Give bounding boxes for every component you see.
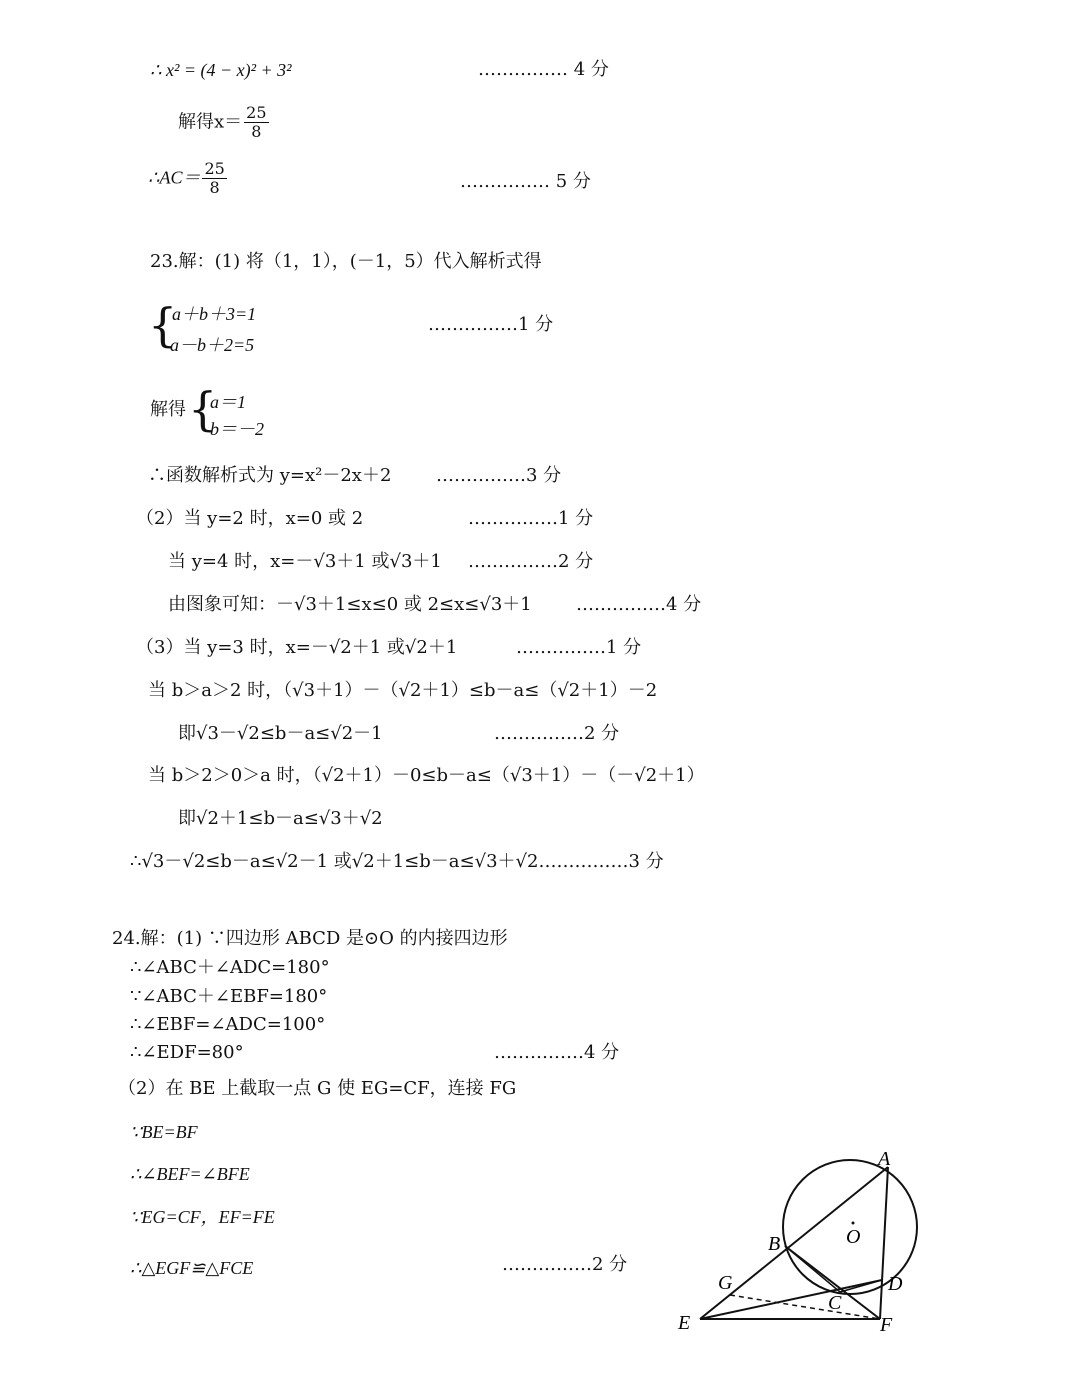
part3-conclusion: ∴√3－√2≤b－a≤√2－1 或√2＋1≤b－a≤√3＋√2……………3 分 xyxy=(130,851,664,872)
segment-cd xyxy=(840,1280,882,1292)
fraction-25-8 xyxy=(244,104,268,141)
segment-af xyxy=(880,1167,888,1319)
q23-heading: 23.解：(1) 将（1，1），(－1，5）代入解析式得 xyxy=(150,251,542,272)
label-b: B xyxy=(768,1233,781,1255)
q24-line4: ∴∠EDF=80° xyxy=(130,1042,244,1063)
eq-pythagoras: ∴ x² = (4 − x)² + 3² xyxy=(150,60,292,80)
left-brace: { xyxy=(188,382,218,436)
score-2: ……………2 分 xyxy=(468,551,594,572)
q24-part2-line2: ∴∠BEF=∠BFE xyxy=(130,1164,250,1184)
label-o: O xyxy=(846,1226,861,1248)
q24-part2-line3: ∵EG=CF，EF=FE xyxy=(130,1207,275,1227)
solution-a: a＝1 xyxy=(210,392,246,412)
score-5: …………… 5 分 xyxy=(460,171,591,192)
part3-line3: 即√3－√2≤b－a≤√2－1 xyxy=(178,723,383,744)
fraction-25-8-ac xyxy=(202,160,226,197)
q24-line3: ∴∠EBF=∠ADC=100° xyxy=(130,1014,326,1035)
part3-line4: 当 b＞2＞0＞a 时，（√2＋1）－0≤b－a≤（√3＋1）－（－√2＋1） xyxy=(148,765,705,786)
system-eq-1: a＋b＋3=1 xyxy=(172,304,257,324)
label-e: E xyxy=(678,1312,691,1334)
score-3: ……………3 分 xyxy=(436,465,562,486)
label-g: G xyxy=(718,1272,733,1294)
fraction-den: 8 xyxy=(209,178,220,197)
q24-part2: （2）在 BE 上截取一点 G 使 EG=CF，连接 FG xyxy=(118,1078,517,1099)
score-4: ……………4 分 xyxy=(494,1042,620,1063)
geometry-figure xyxy=(670,1145,930,1345)
score-2: ……………2 分 xyxy=(502,1254,628,1275)
part3-line1: （3）当 y=3 时，x=－√2＋1 或√2＋1 xyxy=(136,637,458,658)
fraction-num: 25 xyxy=(204,159,225,178)
ac-prefix: ∴AC＝ xyxy=(148,167,201,188)
label-a: A xyxy=(878,1148,891,1170)
ac-result-line xyxy=(148,160,227,197)
solve-x-prefix: 解得x＝ xyxy=(178,111,243,133)
label-f: F xyxy=(880,1314,893,1336)
center-dot xyxy=(852,1222,855,1225)
score-4: ……………4 分 xyxy=(576,594,702,615)
left-brace: { xyxy=(148,298,178,352)
solve-label: 解得 xyxy=(150,399,186,420)
fraction-num: 25 xyxy=(246,103,267,122)
score-2: ……………2 分 xyxy=(494,723,620,744)
segment-bc xyxy=(785,1246,840,1292)
system-eq-2: a－b＋2=5 xyxy=(170,335,255,355)
q24-line2: ∵∠ABC＋∠EBF=180° xyxy=(130,986,328,1007)
score-1: ……………1 分 xyxy=(428,314,554,335)
score-4: …………… 4 分 xyxy=(478,59,609,80)
part2-line2: 当 y=4 时，x=－√3＋1 或√3＋1 xyxy=(168,551,442,572)
part2-line3: 由图象可知：－√3＋1≤x≤0 或 2≤x≤√3＋1 xyxy=(168,594,532,615)
part3-line5: 即√2＋1≤b－a≤√3＋√2 xyxy=(178,808,383,829)
solve-x-line xyxy=(178,104,269,141)
label-c: C xyxy=(828,1292,842,1314)
fraction-den: 8 xyxy=(251,122,262,141)
part2-line1: （2）当 y=2 时，x=0 或 2 xyxy=(136,508,364,529)
function-expression: ∴函数解析式为 y=x²－2x＋2 xyxy=(148,465,392,486)
q24-part2-line4: ∴△EGF≌△FCE xyxy=(130,1258,254,1278)
score-1: ……………1 分 xyxy=(516,637,642,658)
q24-part2-line1: ∵BE=BF xyxy=(130,1122,198,1142)
solution-b: b＝－2 xyxy=(210,419,264,439)
label-d: D xyxy=(888,1273,903,1295)
score-1: ……………1 分 xyxy=(468,508,594,529)
part3-line2: 当 b＞a＞2 时，（√3＋1）－（√2＋1）≤b－a≤（√2＋1）－2 xyxy=(148,680,658,701)
q24-line1: ∴∠ABC＋∠ADC=180° xyxy=(130,957,330,978)
q24-heading: 24.解：(1) ∵四边形 ABCD 是⊙O 的内接四边形 xyxy=(112,928,508,949)
